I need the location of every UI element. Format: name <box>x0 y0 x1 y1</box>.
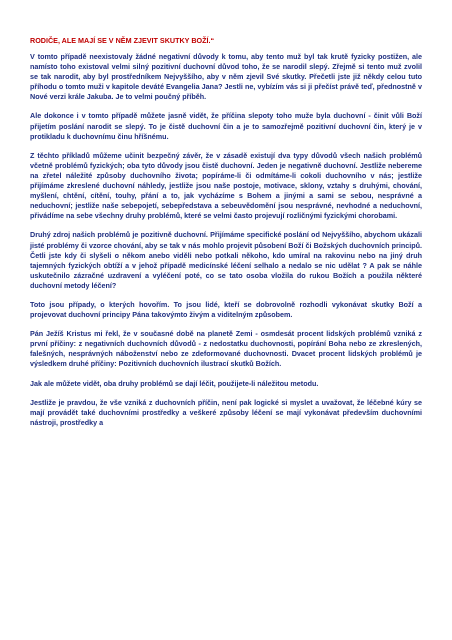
paragraph-8: Jestliže je pravdou, že vše vzniká z duchovních příčin, není pak logické si myslet a uvažovat, že léčebné kúry se mají provádět také duchovními prostředky a veškeré způsoby léčení se mají vykonávat především duchovními nástroji, prostředky a <box>30 397 422 427</box>
section-heading: RODIČE, ALE MAJÍ SE V NĚM ZJEVIT SKUTKY BOŽÍ.“ <box>30 36 215 45</box>
paragraph-6: Pán Ježíš Kristus mi řekl, že v současné době na planetě Zemi - osmdesát procent lidských problémů vzniká z první příčiny: z negativních duchovních důvodů - z nedostatku duchovnosti, popírání Boha nebo ze zkreslených, falešných, nesprávných náboženství nebo ze zdeformované duchovnosti. Dvacet procent lidských problémů je výsledkem druhé příčiny: Pozitivních duchovních ilustrací skutků Božích. <box>30 329 422 369</box>
paragraph-7: Jak ale můžete vidět, oba druhy problémů se dají léčit, použijete-li náležitou metodu. <box>30 378 319 388</box>
paragraph-2: Ale dokonce i v tomto případě můžete jasně vidět, že příčina slepoty toho muže byla duchovní - činit vůli Boží přijetím poslání narodit se slepý. To je čistě duchovní čin a je to samozřejmě pozitivní duchovní čin, který je v protikladu k duchovnímu činu hříšnému. <box>30 111 422 141</box>
paragraph-3: Z těchto příkladů můžeme učinit bezpečný závěr, že v zásadě existují dva typy důvodů všech našich problémů včetně problémů fyzických; oba tyto důvody jsou čistě duchovní. Jeden je negativně duchovní. Jestliže nebereme na zřetel náležité způsoby duchovního života; popíráme-li či odmítáme-li cokoli duchovního v nás; jestliže přijímáme zkreslené duchovní náhledy, jestliže jsou naše postoje, motivace, sklony, vztahy s druhými, chování, myšlení, chtění, cítění, touhy, přání a to, jak vycházíme s Bohem a jinými a sami se sebou, nesprávné a neduchovní; jestliže naše sebepojetí, sebepředstava a sebeuvědomění jsou nesprávné, nevhodné a neduchovní, přivádíme na sebe všechny druhy problémů, které se velmi často projevují rozličnými fyzickými chorobami. <box>30 150 422 221</box>
paragraph-4: Druhý zdroj našich problémů je pozitivně duchovní. Přijímáme specifické poslání od Nejvyššího, abychom ukázali jisté problémy či vzorce chování, aby se tak v nás mohlo projevit působení Boží či Božských duchovních principů. Četli jste kdy či slyšeli o někom anebo viděli nebo potkali někoho, kdo umíral na rakovinu nebo na jiný druh tajemných fyzických obtíží a v jehož případě medicínské léčení selhalo a nedalo se nic udělat ? A pak se náhle uskutečnilo zázračné uzdravení a vyléčení poté, co se tato osoba vložila do rukou Božích a použila některé duchovní metody léčení? <box>30 230 422 290</box>
paragraph-5: Toto jsou případy, o kterých hovořím. To jsou lidé, kteří se dobrovolně rozhodli vykonávat skutky Boží a projevovat duchovní principy Pána takovýmto živým a viditelným způsobem. <box>30 299 422 320</box>
paragraph-1: V tomto případě neexistovaly žádné negativní důvody k tomu, aby tento muž byl tak krutě fyzicky postižen, ale namísto toho existoval velmi silný pozitivní duchovní důvod toho, že se narodil slepý. Zřejmě si tento muž zvolil se tak narodit, aby byl prostředníkem Nejvyššího, aby v něm zjevil Své skutky. Přečetli jste již někdy celou tuto příhodu o tomto muži v kapitole deváté Evangelia Jana? Jestli ne, vybízím vás si ji přečíst právě teď, přednostně v Nové verzi krále Jakuba. Je to velmi poučný příběh. <box>30 52 422 102</box>
